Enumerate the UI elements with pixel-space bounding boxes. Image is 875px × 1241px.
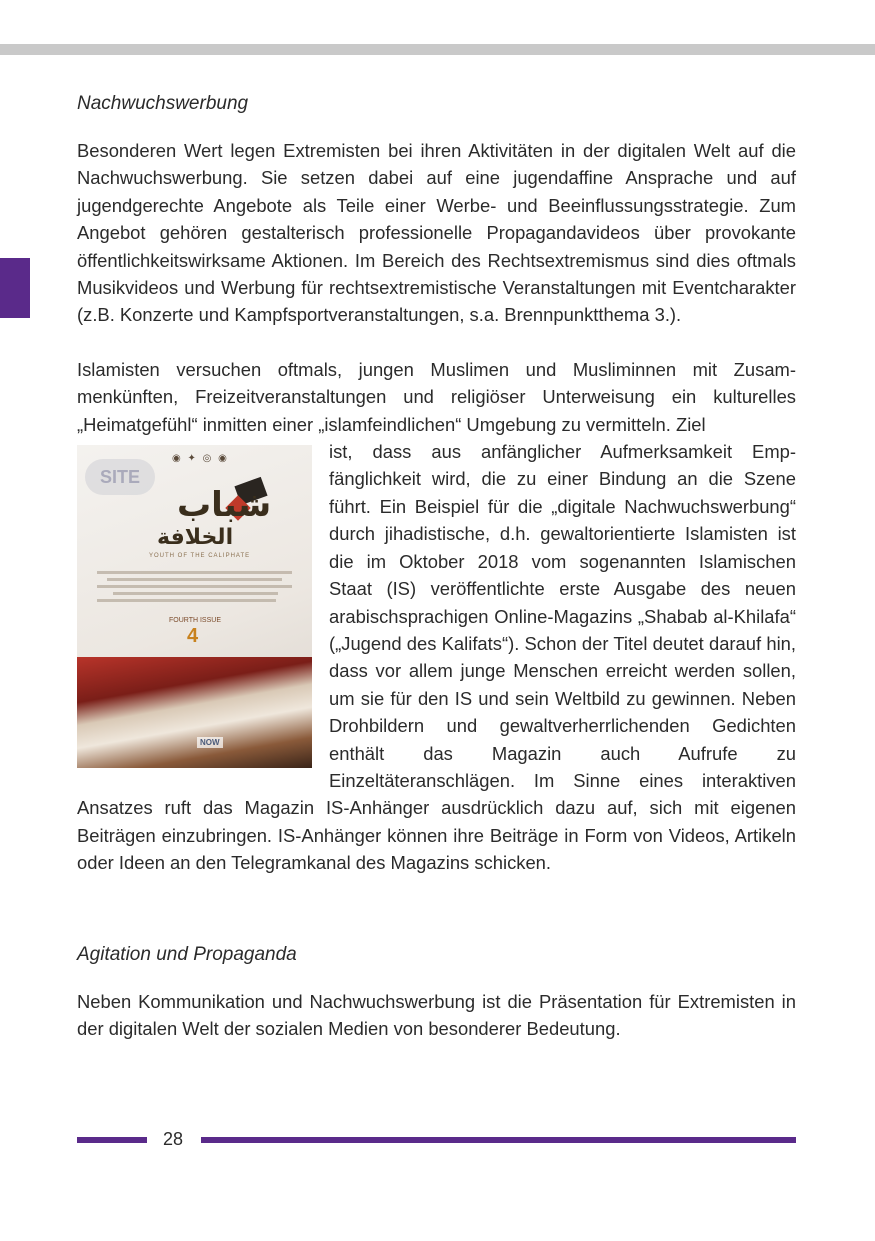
paragraph: ist, dass aus anfänglicher Aufmerksamkeit Empfänglichkeit wird, die zu einer Bindung an die Szene führt. Ein Beispiel für die „digitale Nachwuchswerbung“ durch jihadistische, d.h. gewaltorientierte Islamisten ist die im Oktober 2018 vom sogenannten Islamischen Staat (IS) veröffentlichte erste Ausgabe des neuen arabischsprachigen Online-Magazins „Shabab al-Khilafa“ („Jugend des Kalifats“). Schon der Titel deutet darauf hin, dass vor allem junge Menschen erreicht werden sollen, um sie für den IS und sein Weltbild zu gewinnen. Neben Drohbildern und gewaltverherrlichenden Gedichten enthält das Magazin auch Aufrufe zu Einzeltäteranschlägen. Im Sinne eines interaktiven Ansatzes ruft das Magazin IS-Anhänger ausdrücklich dazu auf, sich mit eigenen Beiträgen einzubringen. IS-Anhänger können ihre Beiträge in Form von Videos, Artikeln oder Ideen an den Telegramkanal des Magazins schicken. xyxy=(77,441,796,874)
watermark-now: NOW xyxy=(197,737,223,748)
site-logo: SITE xyxy=(85,459,155,495)
paragraph: Besonderen Wert legen Extremisten bei ihren Aktivitäten in der digitalen Welt auf die Nachwuchswerbung. Sie setzen dabei auf eine jugendaffine Ansprache und auf jugendgerechte Angebote als Teile einer Werbe- und Beeinflussungsstrategie. Zum Angebot gehören gestalterisch professionelle Propagandavideos über provokante öffentlichkeitswirksame Aktionen. Im Bereich des Rechtsextremismus sind dies oftmals Musikvideos und Werbung für rechtsextremistische Veranstaltungen mit Eventcharakter (z.B. Konzerte und Kampfsportveranstaltungen, s.a. Brennpunktthema 3.). xyxy=(77,140,796,326)
paragraph: Islamisten versuchen oftmals, jungen Muslimen und Musliminnen mit Zusammenkünften, Freizeitveranstaltungen und religiöser Unterweisung ein kulturelles „Heimatgefühl“ inmitten einer „islamfeindlichen“ Umgebung zu vermitteln. Ziel xyxy=(77,358,796,435)
side-marker xyxy=(0,258,30,318)
page-content xyxy=(77,92,796,1042)
section-heading-nachwuchswerbung: Nachwuchswerbung xyxy=(77,93,249,114)
magazine-cover-image xyxy=(77,445,312,768)
magazine-subtitle: YOUTH OF THE CALIPHATE xyxy=(149,553,251,560)
footer-rule-right xyxy=(201,1137,796,1143)
section-heading-agitation: Agitation und Propaganda xyxy=(77,943,297,965)
publisher-logos-icon: ◉ ✦ ◎ ◉ xyxy=(172,453,229,465)
cover-text-lines xyxy=(97,567,292,606)
open-magazine-photo xyxy=(77,657,312,768)
magazine-title-ar-2: الخلافة xyxy=(157,525,234,551)
issue-number: 4 xyxy=(187,625,199,648)
page-number: 28 xyxy=(163,1129,184,1149)
issue-label: FOURTH ISSUE xyxy=(169,617,221,625)
paragraph: Neben Kommunikation und Nachwuchswerbung ist die Präsentation für Extremisten in der digitalen Welt der sozialen Medien von besonderer Bedeutung. xyxy=(77,990,796,1039)
magazine-title-ar: شباب xyxy=(177,485,272,526)
top-rule xyxy=(0,44,875,55)
footer-rule-left xyxy=(77,1137,147,1143)
